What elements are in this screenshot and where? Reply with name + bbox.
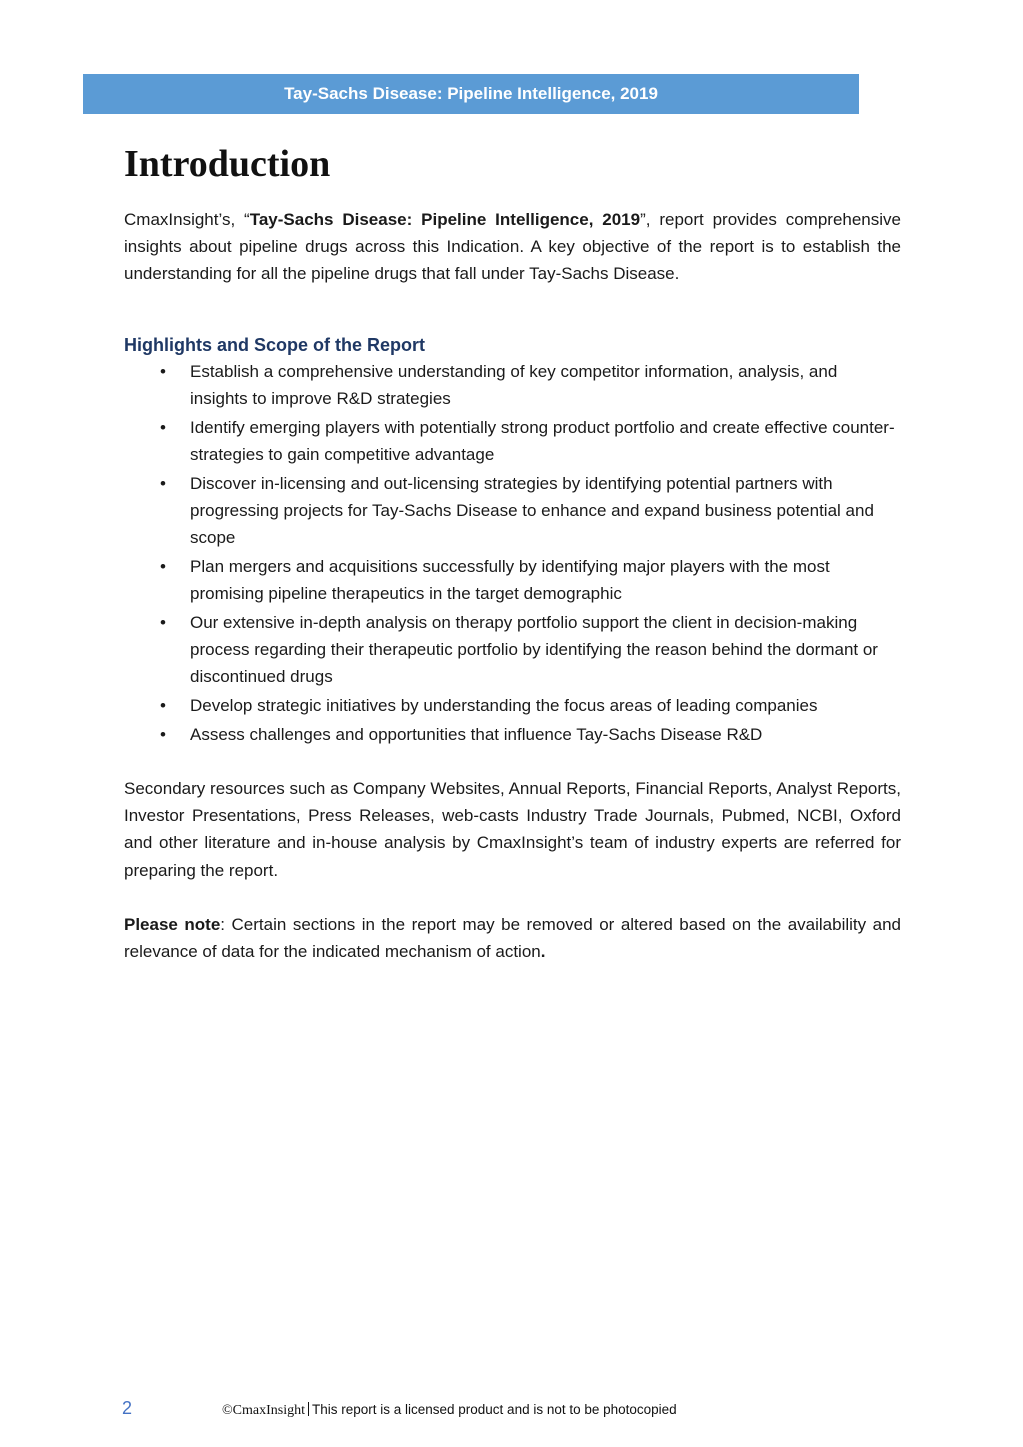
bullet-icon: • (160, 557, 166, 577)
list-item (124, 470, 901, 552)
intro-report-name: Tay-Sachs Disease: Pipeline Intelligence, 2019 (249, 210, 641, 229)
list-item-text: Plan mergers and acquisitions successfully by identifying major players with the most promising pipeline therapeutics in the target demographic (190, 557, 830, 604)
list-item (124, 553, 901, 607)
list-item (124, 721, 901, 748)
licence-notice: This report is a licensed product and is not to be photocopied (311, 1402, 677, 1417)
footer-separator (308, 1402, 309, 1416)
list-item-text: Identify emerging players with potentially strong product portfolio and create effective counter-strategies to gain competitive advantage (190, 418, 895, 465)
page-content (124, 142, 901, 965)
list-item-text: Discover in-licensing and out-licensing strategies by identifying potential partners with progressing projects for Tay-Sachs Disease to enhance and expand business potential and scope (190, 473, 874, 548)
note-label: Please note (124, 914, 221, 934)
page-footer (122, 1398, 822, 1424)
list-item (124, 692, 901, 719)
list-item (124, 414, 901, 468)
bullet-icon: • (160, 612, 166, 632)
intro-prefix: CmaxInsight’s, “ (124, 210, 250, 229)
report-header-title: Tay-Sachs Disease: Pipeline Intelligence, 2019 (284, 84, 658, 103)
note-text: : Certain sections in the report may be removed or altered based on the availability and relevance of data for the indicated mechanism of action (124, 914, 901, 961)
report-header-band (83, 74, 859, 114)
highlights-heading: Highlights and Scope of the Report (124, 334, 425, 355)
bullet-icon: • (160, 362, 166, 382)
copyright-mark: ©CmaxInsight (222, 1403, 305, 1418)
list-item-text: Develop strategic initiatives by understanding the focus areas of leading companies (190, 696, 818, 716)
page-number: 2 (122, 1398, 133, 1418)
bullet-icon: • (160, 418, 166, 438)
list-item-text: Assess challenges and opportunities that influence Tay-Sachs Disease R&D (190, 724, 763, 744)
list-item (124, 609, 901, 691)
list-item (124, 358, 901, 412)
page-title: Introduction (124, 143, 331, 185)
intro-paragraph (124, 206, 901, 288)
secondary-resources-paragraph: Secondary resources such as Company Websites, Annual Reports, Financial Reports, Analyst Reports, Investor Presentations, Press Releases, web-casts Industry Trade Journals, Pubmed, NCBI, Oxford and other literature and in-house analysis by CmaxInsight’s team of industry experts are referred for preparing the report. (124, 778, 901, 880)
intro-suffix: ”, report provides comprehensive insights about pipeline drugs across this Indication. A key objective of the report is to establish the understanding for all the pipeline drugs that fall under Tay-Sachs Disease. (124, 210, 901, 284)
list-item-text: Establish a comprehensive understanding of key competitor information, analysis, and insights to improve R&D strategies (190, 362, 838, 409)
note-end: . (540, 941, 546, 961)
list-item-text: Our extensive in-depth analysis on therapy portfolio support the client in decision-making process regarding their therapeutic portfolio by identifying the reason behind the dormant or discontinued drugs (190, 612, 878, 687)
bullet-icon: • (160, 473, 166, 493)
note-paragraph (124, 911, 901, 965)
highlights-list (124, 358, 901, 748)
bullet-icon: • (160, 724, 166, 744)
bullet-icon: • (160, 696, 166, 716)
footer-notice (222, 1402, 677, 1419)
